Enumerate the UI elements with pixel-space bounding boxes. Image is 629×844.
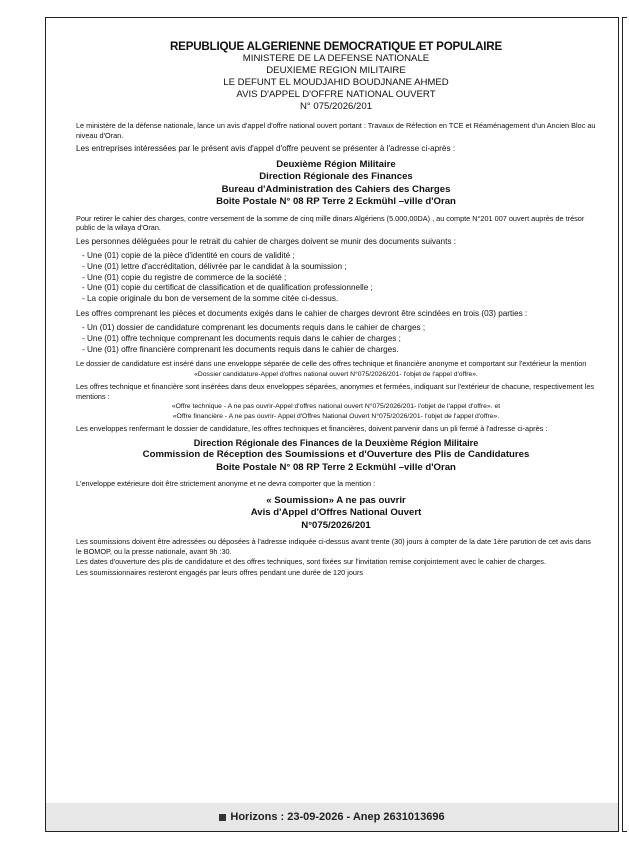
list-item: - Une (01) copie de la pièce d'identité en cours de validité ; [82,251,295,261]
entreprises-paragraph: Les entreprises intéressées par le présent avis d'appel d'offre peuvent se présenter à l'adresse ci-après : [76,144,456,154]
header-region: DEUXIEME REGION MILITAIRE [266,65,406,77]
header-number: N° 075/2026/201 [299,101,373,113]
mention-final-line: « Soumission» A ne pas ouvrir [266,494,406,506]
address-block-2 [76,438,596,475]
parties-list [82,323,596,355]
intro-paragraph: Le ministère de la défense nationale, lance un avis d'appel d'offre national ouvert portant : Travaux de Réfection en TCE et Réaménagement d'un Ancien Bloc au niveau d'Oran. [76,121,596,140]
mention-final-line: Avis d'Appel d'Offres National Ouvert [250,507,422,519]
list-item: - Un (01) dossier de candidature comprenant les documents requis dans le cahier de charges ; [82,323,426,333]
address1-line: Direction Régionale des Finances [259,171,413,183]
closing-paragraph: Les dates d'ouverture des plis de candidature et des offres techniques, sont fixées sur l'invitation remise conjointement avec le cahier de charges. [76,557,546,567]
address2-line: Direction Régionale des Finances de la Deuxième Région Militaire [193,437,479,448]
list-item: - Une (01) offre technique comprenant les documents requis dans le cahier de charges ; [82,333,401,343]
mention-dossier: «Dossier candidature-Appel d'offres national ouvert N°075/2026/201- l'objet de l'appel d'offre». [194,370,478,378]
adjacent-frame-edge [622,17,627,832]
retrait-paragraph: Pour retirer le cahier des charges, contre versement de la somme de cinq mille dinars Algériens (5.000,00DA) , au compte N°201 007 ouvert auprès de trésor public de la wilaya d'Oran. [76,213,585,233]
enveloppe-exterieure-paragraph: L'enveloppe extérieure doit être strictement anonyme et ne devra comporter que la mention : [76,479,376,489]
header-avis: AVIS D'APPEL D'OFFRE NATIONAL OUVERT [236,89,436,101]
address1-line: Deuxième Région Militaire [276,158,396,170]
list-item: - Une (01) copie du certificat de classification et de qualification professionnelle ; [82,283,373,293]
delegues-paragraph: Les personnes déléguées pour le retrait du cahier de charges doivent se munir des documents suivants : [76,236,457,246]
header-name: LE DEFUNT EL MOUDJAHID BOUDJNANE AHMED [223,77,449,89]
closing-paragraph: Les soumissionnaires resteront engagés par leurs offres pendant une durée de 120 jours [76,567,364,577]
footer-bar [46,803,618,831]
mention-technique: «Offre technique - A ne pas ouvrir-Appel d'offres national ouvert N°075/2026/201- l'objet de l'appel d'offre». et [171,403,501,411]
list-item: - La copie originale du bon de versement de la somme citée ci-dessus. [82,294,339,303]
address1-line: Bureau d'Administration des Cahiers des Charges [221,183,451,195]
document-content [76,40,596,581]
address2-line: Commission de Réception des Soumissions et d'Ouverture des Plis de Candidatures [142,449,530,461]
closing-paragraph: Les soumissions doivent être adressées ou déposées à l'adresse indiquée ci-dessus avant trente (30) jours à compter de la date 1ère parution de cet avis dans le BOMOP, ou la presse nationale, avant 9h :30. [76,537,591,556]
mention-financiere: «Offre financière - A ne pas ouvrir- Appel d'Offres National Ouvert N°075/2026/201- l'objet de l'appel d'offre». [172,412,500,420]
address1-line: Boite Postale N° 08 RP Terre 2 Eckmühl –ville d'Oran [216,196,456,208]
documents-list [82,251,596,304]
footer-text: Horizons : 23-09-2026 - Anep 2631013696 [230,811,445,823]
list-item: - Une (01) offre financière comprenant les documents requis dans le cahier de charges. [82,344,399,354]
offres-intro-paragraph: Les offres comprenant les pièces et documents exigés dans le cahier de charges devront être scindées en trois (03) parties : [76,308,528,318]
mention-final-block [76,495,596,532]
address2-line: Boite Postale N° 08 RP Terre 2 Eckmühl –ville d'Oran [216,461,456,473]
header-ministry: MINISTERE DE LA DEFENSE NATIONALE [242,53,430,65]
mention-final-line: N°075/2026/201 [301,519,371,531]
list-item: - Une (01) lettre d'accréditation, délivrée par le candidat à la soumission ; [82,262,347,272]
enveloppes-paragraph: Les enveloppes renfermant le dossier de candidature, les offres techniques et financières, doivent parvenir dans un pli fermé à l'adresse ci-après : [76,424,548,434]
list-item: - Une (01) copie du registre de commerce de la société ; [82,272,287,282]
square-bullet-icon [219,814,226,821]
address-block-1 [76,159,596,209]
dossier-paragraph: Le dossier de candidature est inséré dans une enveloppe séparée de celle des offres technique et financière anonyme et comportant sur l'extérieur la mention [76,359,587,369]
document-frame [45,17,619,832]
header-republic: REPUBLIQUE ALGERIENNE DEMOCRATIQUE ET POPULAIRE [170,40,502,53]
offres-tech-paragraph: Les offres technique et financière sont insérées dans deux enveloppes séparées, anonymes et fermées, indiquant sur l'extérieur de chacune, respectivement les mentions : [76,382,595,401]
